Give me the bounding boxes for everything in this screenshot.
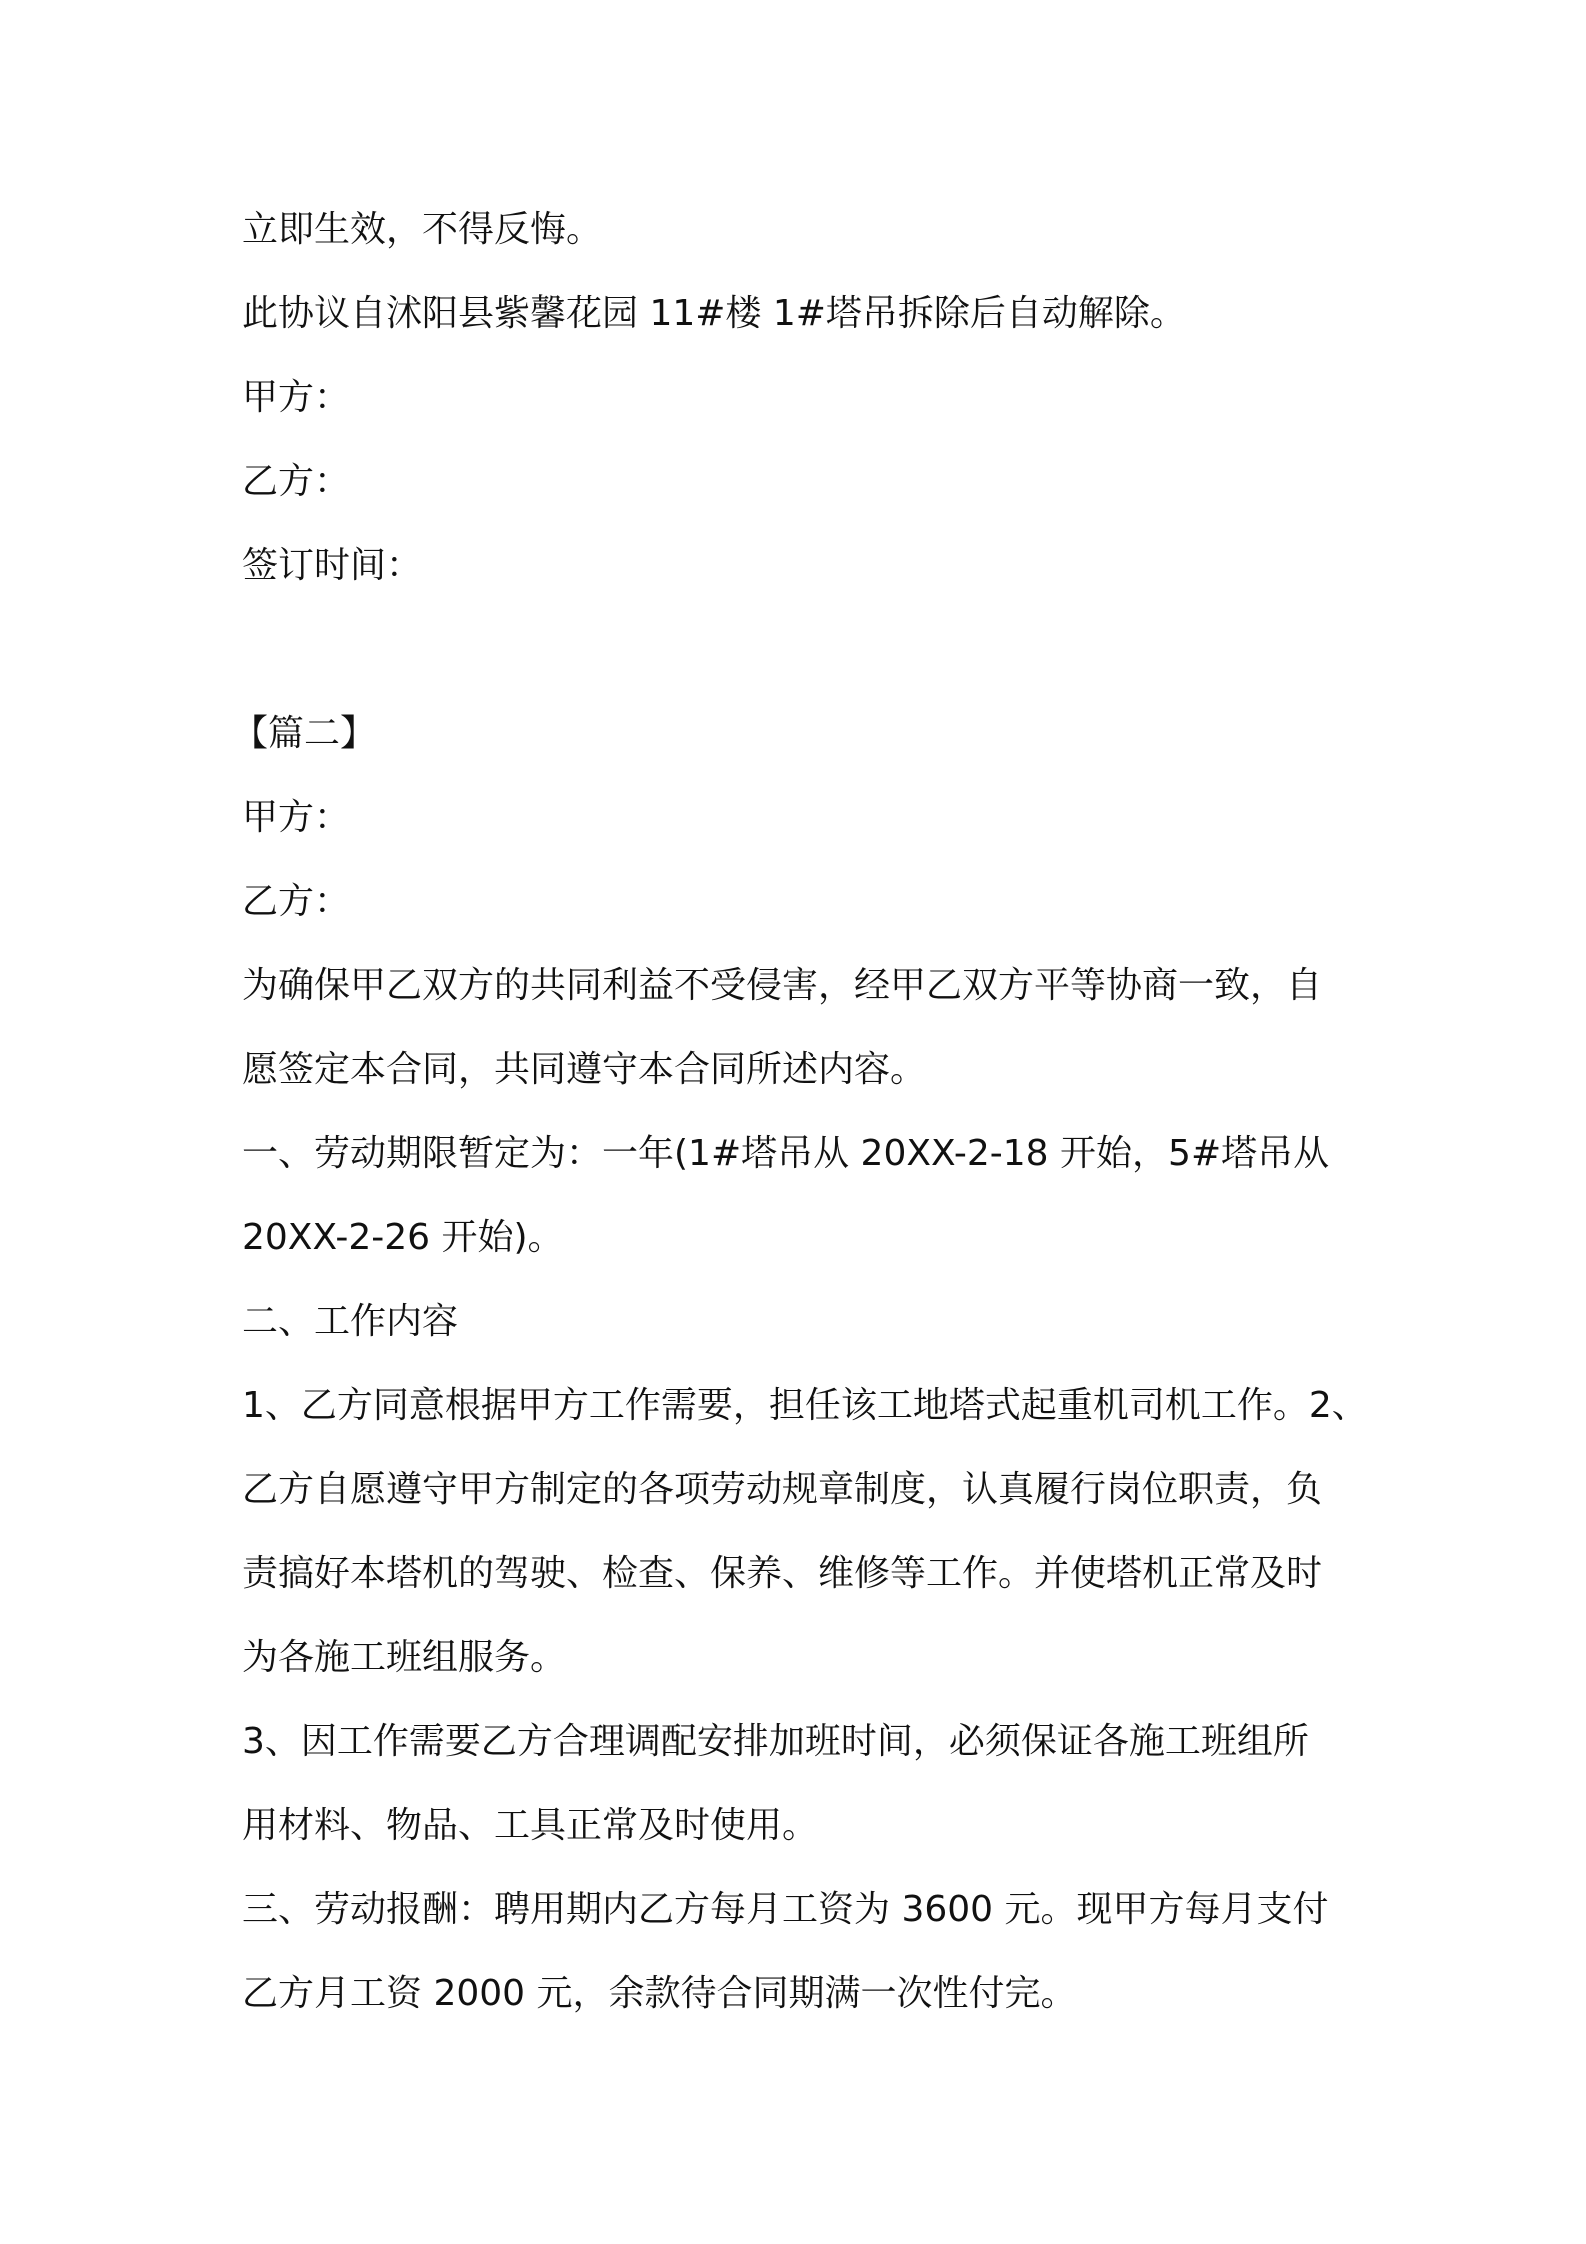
paragraph-line: 20XX-2-26 开始)。 [242, 1217, 564, 1258]
section-heading: 【篇二】 [232, 713, 377, 754]
party-b-label-2: 乙方： [242, 881, 351, 922]
paragraph-line: 责搞好本塔机的驾驶、检查、保养、维修等工作。并使塔机正常及时 [242, 1553, 1323, 1594]
paragraph-line: 为各施工班组服务。 [242, 1637, 567, 1678]
paragraph-line-effective: 立即生效，不得反悔。 [242, 209, 603, 250]
paragraph-line: 三、劳动报酬：聘用期内乙方每月工资为 3600 元。现甲方每月支付 [242, 1889, 1329, 1930]
paragraph-line: 3、因工作需要乙方合理调配安排加班时间，必须保证各施工班组所 [242, 1721, 1309, 1762]
party-b-label: 乙方： [242, 461, 351, 502]
paragraph-line: 二、工作内容 [242, 1301, 459, 1342]
paragraph-line-termination: 此协议自沭阳县紫馨花园 11#楼 1#塔吊拆除后自动解除。 [242, 293, 1186, 334]
party-a-label-2: 甲方： [242, 797, 351, 838]
paragraph-line: 乙方自愿遵守甲方制定的各项劳动规章制度，认真履行岗位职责，负 [242, 1469, 1323, 1510]
paragraph-line: 一、劳动期限暂定为：一年(1#塔吊从 20XX-2-18 开始，5#塔吊从 [242, 1133, 1330, 1174]
party-a-label: 甲方： [242, 377, 351, 418]
paragraph-line: 乙方月工资 2000 元，余款待合同期满一次性付完。 [242, 1973, 1077, 2014]
paragraph-line: 愿签定本合同，共同遵守本合同所述内容。 [242, 1049, 927, 1090]
paragraph-line: 1、乙方同意根据甲方工作需要，担任该工地塔式起重机司机工作。2、 [242, 1385, 1368, 1426]
signing-date-label: 签订时间： [242, 545, 423, 586]
paragraph-line: 为确保甲乙双方的共同利益不受侵害，经甲乙双方平等协商一致，自 [242, 965, 1323, 1006]
paragraph-line: 用材料、物品、工具正常及时使用。 [242, 1805, 819, 1846]
